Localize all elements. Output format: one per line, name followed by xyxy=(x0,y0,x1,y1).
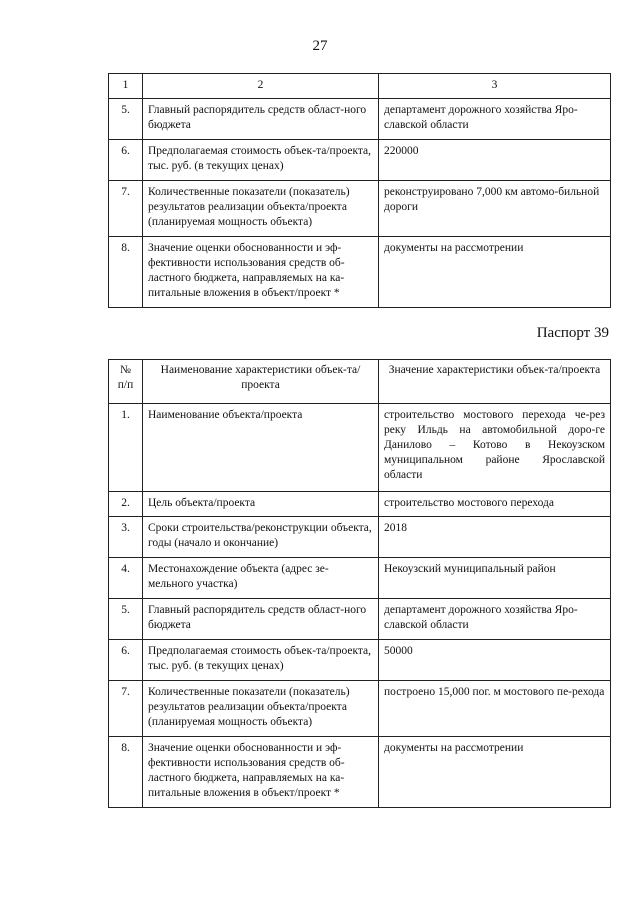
row-number: 6. xyxy=(109,140,143,181)
header-col-1: 1 xyxy=(109,74,143,99)
characteristic-value: реконструировано 7,000 км автомо-бильной дороги xyxy=(379,181,611,237)
characteristic-value: 220000 xyxy=(379,140,611,181)
passport-table xyxy=(108,359,611,808)
characteristic-value: документы на рассмотрении xyxy=(379,737,611,808)
row-number: 4. xyxy=(109,558,143,599)
row-number: 5. xyxy=(109,599,143,640)
characteristic-value: строительство мостового перехода xyxy=(379,492,611,517)
table-row xyxy=(109,181,611,237)
page-number: 27 xyxy=(312,38,328,54)
characteristic-name: Количественные показатели (показатель) результатов реализации объекта/проекта (планируемая мощность объекта) xyxy=(143,181,379,237)
characteristic-name: Цель объекта/проекта xyxy=(143,492,379,517)
characteristic-name: Местонахождение объекта (адрес зе-мельного участка) xyxy=(143,558,379,599)
header-col-2: 2 xyxy=(143,74,379,99)
continuation-table xyxy=(108,73,611,308)
characteristic-value: департамент дорожного хозяйства Яро-славской области xyxy=(379,599,611,640)
characteristic-name: Наименование объекта/проекта xyxy=(143,404,379,492)
row-number: 7. xyxy=(109,681,143,737)
characteristic-value: 2018 xyxy=(379,517,611,558)
table-row xyxy=(109,681,611,737)
header-characteristic-value: Значение характеристики объек-та/проекта xyxy=(379,360,611,404)
row-number: 3. xyxy=(109,517,143,558)
characteristic-value: построено 15,000 пог. м мостового пе-рехода xyxy=(379,681,611,737)
row-number: 6. xyxy=(109,640,143,681)
table-row xyxy=(109,517,611,558)
table-row xyxy=(109,558,611,599)
table-row xyxy=(109,237,611,308)
characteristic-value: 50000 xyxy=(379,640,611,681)
table-header-row xyxy=(109,74,611,99)
characteristic-name: Сроки строительства/реконструкции объекта, годы (начало и окончание) xyxy=(143,517,379,558)
characteristic-value: строительство мостового перехода че-рез реку Ильдь на автомобильной доро-ге Данилово – Котово в Некоузском муниципальном районе Ярославской области xyxy=(379,404,611,492)
table-row xyxy=(109,640,611,681)
header-col-3: 3 xyxy=(379,74,611,99)
row-number: 8. xyxy=(109,737,143,808)
table-row xyxy=(109,99,611,140)
table-row xyxy=(109,140,611,181)
row-number: 1. xyxy=(109,404,143,492)
table-row xyxy=(109,404,611,492)
characteristic-name: Главный распорядитель средств област-ного бюджета xyxy=(143,99,379,140)
characteristic-name: Значение оценки обоснованности и эф-фективности использования средств об-ластного бюджета, направляемых на ка-питальные вложения в объект/проект * xyxy=(143,237,379,308)
header-number: № п/п xyxy=(109,360,143,404)
row-number: 2. xyxy=(109,492,143,517)
row-number: 8. xyxy=(109,237,143,308)
characteristic-name: Значение оценки обоснованности и эф-фективности использования средств об-ластного бюджета, направляемых на ка-питальные вложения в объект/проект * xyxy=(143,737,379,808)
characteristic-name: Главный распорядитель средств област-ного бюджета xyxy=(143,599,379,640)
characteristic-name: Предполагаемая стоимость объек-та/проекта, тыс. руб. (в текущих ценах) xyxy=(143,140,379,181)
table-row xyxy=(109,492,611,517)
characteristic-name: Предполагаемая стоимость объек-та/проекта, тыс. руб. (в текущих ценах) xyxy=(143,640,379,681)
table-row xyxy=(109,737,611,808)
table-row xyxy=(109,599,611,640)
characteristic-value: департамент дорожного хозяйства Яро-славской области xyxy=(379,99,611,140)
row-number: 7. xyxy=(109,181,143,237)
table-header-row xyxy=(109,360,611,404)
passport-title: Паспорт 39 xyxy=(536,325,609,341)
characteristic-value: документы на рассмотрении xyxy=(379,237,611,308)
characteristic-name: Количественные показатели (показатель) результатов реализации объекта/проекта (планируемая мощность объекта) xyxy=(143,681,379,737)
header-characteristic-name: Наименование характеристики объек-та/проекта xyxy=(143,360,379,404)
row-number: 5. xyxy=(109,99,143,140)
characteristic-value: Некоузский муниципальный район xyxy=(379,558,611,599)
